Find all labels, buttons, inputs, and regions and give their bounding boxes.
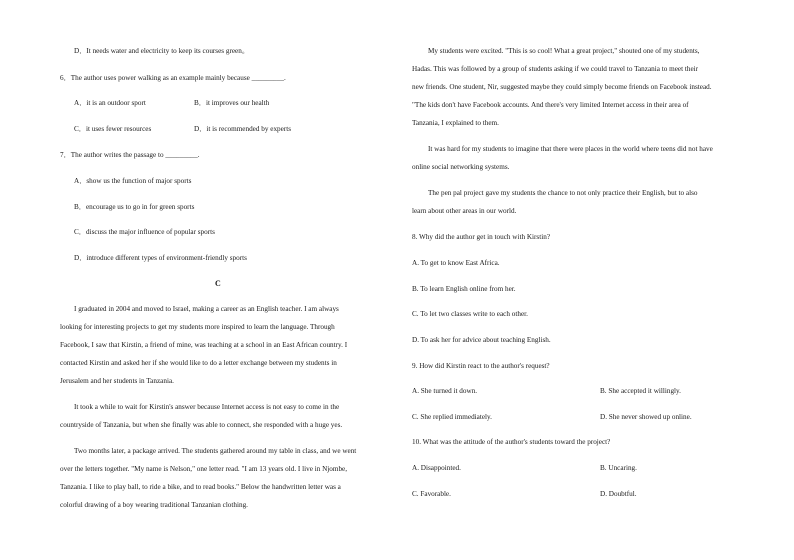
passage-line: Jerusalem and her students in Tanzania. — [60, 377, 174, 385]
q8-option-c: C. To let two classes write to each other. — [412, 310, 528, 318]
passage-line: contacted Kirstin and asked her if she would like to do a letter exchange between my students in — [60, 359, 337, 367]
q8-stem: 8. Why did the author get in touch with Kirstin? — [412, 233, 551, 241]
passage-line: "The kids don't have Facebook accounts. And there's very limited Internet access in their area of — [412, 101, 689, 109]
passage-line: online social networking systems. — [412, 163, 510, 171]
passage-line: colorful drawing of a boy wearing traditional Tanzanian clothing. — [60, 501, 248, 509]
q10-stem: 10. What was the attitude of the author's students toward the project? — [412, 438, 611, 446]
q6-option-a: A．it is an outdoor sport — [74, 99, 146, 107]
q6-option-c: C．it uses fewer resources — [74, 125, 152, 133]
q7-option-b: B．encourage us to go in for green sports — [74, 203, 195, 211]
q6-option-b: B．it improves our health — [194, 99, 270, 107]
passage-line: The pen pal project gave my students the chance to not only practice their English, but to also — [428, 189, 698, 197]
q6-option-d: D．it is recommended by experts — [194, 125, 292, 133]
q5-option-d: D．It needs water and electricity to keep its courses green。 — [74, 47, 250, 55]
q10-option-c: C. Favorable. — [412, 490, 451, 498]
passage-line: Facebook, I saw that Kirstin, a friend of mine, was teaching at a school in an East African country. I — [60, 341, 348, 349]
q7-option-d: D．introduce different types of environment-friendly sports — [74, 254, 247, 262]
q7-option-c: C．discuss the major influence of popular sports — [74, 228, 215, 236]
passage-line: It took a while to wait for Kirstin's answer because Internet access is not easy to come in the — [74, 403, 340, 411]
q8-option-b: B. To learn English online from her. — [412, 285, 516, 293]
passage-line: My students were excited. "This is so cool! What a great project," shouted one of my students, — [428, 47, 700, 55]
q6-stem: 6．The author uses power walking as an example mainly because _________. — [60, 74, 286, 82]
q8-option-a: A. To get to know East Africa. — [412, 259, 500, 267]
q10-option-a: A. Disappointed. — [412, 464, 461, 472]
passage-line: Two months later, a package arrived. The students gathered around my table in class, and we went — [74, 447, 357, 455]
q9-stem: 9. How did Kirstin react to the author's request? — [412, 362, 550, 370]
passage-line: Tanzania. I like to play ball, to ride a bike, and to read books." Below the handwritten letter was a — [60, 483, 341, 491]
passage-line: over the letters together. "My name is Nelson," one letter read. "I am 13 years old. I live in Njombe, — [60, 465, 348, 473]
passage-line: Tanzania, I explained to them. — [412, 119, 499, 127]
passage-line: learn about other areas in our world. — [412, 207, 517, 215]
q10-option-b: B. Uncaring. — [600, 464, 637, 472]
passage-line: I graduated in 2004 and moved to Israel, making a career as an English teacher. I am always — [74, 305, 339, 313]
q10-option-d: D. Doubtful. — [600, 490, 637, 498]
q8-option-d: D. To ask her for advice about teaching English. — [412, 336, 551, 344]
q9-option-b: B. She accepted it willingly. — [600, 387, 681, 395]
passage-line: new friends. One student, Nir, suggested maybe they could simply become friends on Facebook instead. — [412, 83, 712, 91]
q9-option-a: A. She turned it down. — [412, 387, 478, 395]
passage-line: Hadas. This was followed by a group of students asking if we could travel to Tanzania to meet their — [412, 65, 699, 73]
q9-option-d: D. She never showed up online. — [600, 413, 692, 421]
q7-stem: 7．The author writes the passage to _________. — [60, 151, 200, 159]
q7-option-a: A．show us the function of major sports — [74, 177, 192, 185]
q9-option-c: C. She replied immediately. — [412, 413, 492, 421]
passage-line: It was hard for my students to imagine that there were places in the world where teens did not have — [428, 145, 713, 153]
passage-line: countryside of Tanzania, but when she finally was able to connect, she responded with a huge yes. — [60, 421, 343, 429]
section-label: C — [215, 279, 221, 288]
passage-line: looking for interesting projects to get my students more inspired to learn the language. Through — [60, 323, 335, 331]
